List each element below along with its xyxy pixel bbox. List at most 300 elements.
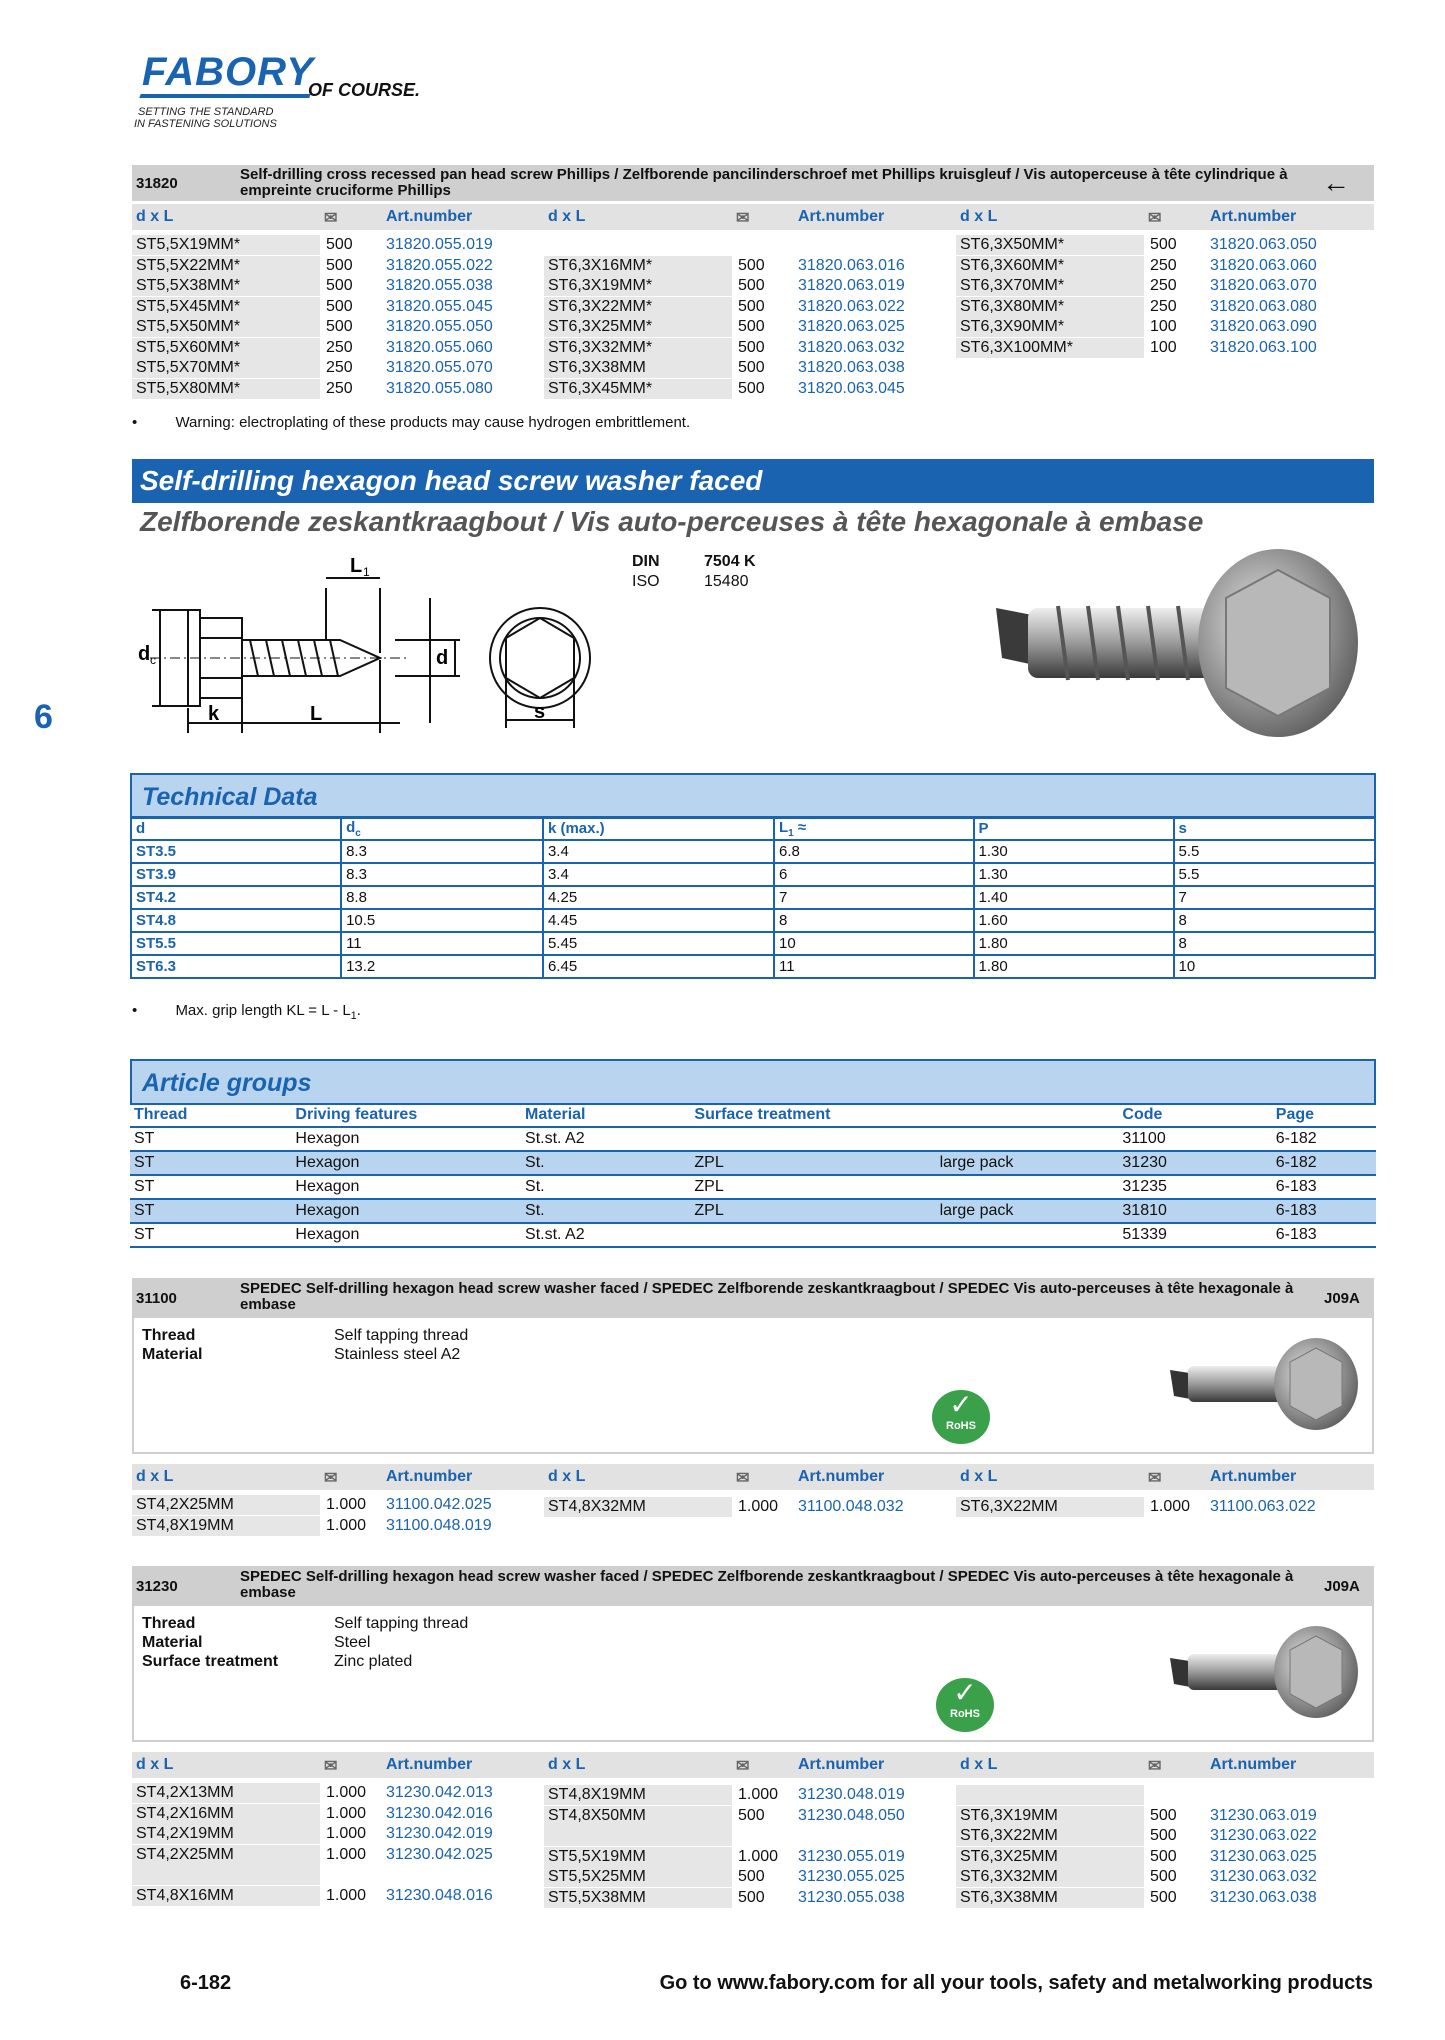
pack-quantity: 500: [326, 318, 353, 335]
column-header-art: Art.number: [798, 1756, 885, 1773]
tech-value: 13.2: [341, 955, 543, 978]
ag-row[interactable]: [130, 1175, 1376, 1199]
tech-value: 3.4: [543, 863, 774, 886]
size-dxl: ST6,3X80MM*: [960, 297, 1065, 315]
envelope-icon: ✉: [736, 210, 750, 227]
size-dxl: ST6,3X25MM*: [548, 318, 653, 335]
article-row: [132, 297, 522, 317]
envelope-icon: ✉: [1148, 1470, 1162, 1487]
tech-value: 8.3: [341, 863, 543, 886]
tech-header-cell: [543, 817, 774, 840]
article-number[interactable]: 31820.063.060: [1210, 256, 1317, 274]
size-dxl: ST6,3X19MM*: [548, 277, 653, 294]
pack-quantity: 250: [1150, 256, 1177, 274]
pack-quantity: 500: [326, 256, 353, 274]
grip-note-sub: 1: [350, 1010, 357, 1022]
article-row: [956, 276, 1346, 296]
ag-code-cell[interactable]: 31230: [1118, 1151, 1271, 1175]
prop-label: Thread: [142, 1615, 196, 1632]
technical-drawing: [130, 548, 610, 738]
drawing-label-s: s: [534, 701, 546, 723]
pack-quantity: 500: [326, 297, 353, 315]
article-row: [956, 338, 1346, 358]
tech-value: 1.60: [974, 909, 1174, 932]
tech-row: [131, 863, 1375, 886]
article-row: [132, 1845, 522, 1865]
ag-cell[interactable]: 6-183: [1272, 1223, 1376, 1247]
tech-value: 3.4: [543, 840, 774, 863]
article-number[interactable]: 31820.055.050: [386, 318, 493, 335]
article-number[interactable]: 31820.063.050: [1210, 236, 1317, 253]
pack-quantity: 1.000: [326, 1496, 367, 1513]
article-number[interactable]: 31230.063.025: [1210, 1847, 1317, 1865]
pack-quantity: 1.000: [326, 1516, 367, 1534]
technical-data-heading: Technical Data: [142, 783, 318, 811]
column-header-dxl: d x L: [960, 1468, 998, 1485]
ag-cell: St.: [521, 1151, 690, 1175]
pack-quantity: 500: [326, 277, 353, 294]
column-header-dxl: d x L: [548, 208, 586, 225]
prop-value: Self tapping thread: [334, 1327, 469, 1344]
article-groups-table: [130, 1104, 1376, 1248]
ag-code-cell[interactable]: 31100: [1118, 1127, 1271, 1151]
tech-value: 6.45: [543, 955, 774, 978]
article-number[interactable]: 31820.063.100: [1210, 338, 1317, 356]
ag-cell[interactable]: 6-183: [1272, 1175, 1376, 1199]
product-thumbnail: [1166, 1618, 1366, 1718]
drawing-label-k: k: [208, 703, 220, 725]
article-row: [132, 1495, 522, 1515]
tech-header-cell: [974, 817, 1174, 840]
article-number[interactable]: 31820.063.080: [1210, 297, 1317, 315]
article-number[interactable]: 31820.055.022: [386, 256, 493, 274]
article-row: [132, 1824, 522, 1844]
drawing-label-l1: L: [350, 555, 363, 577]
fabory-logo: [134, 50, 428, 136]
size-dxl: ST4,8X19MM: [136, 1516, 234, 1534]
ag-cell: [690, 1223, 935, 1247]
iso-value: 15480: [704, 573, 749, 590]
article-groups-heading: Article groups: [142, 1069, 312, 1097]
article-number[interactable]: 31820.055.045: [386, 297, 493, 315]
pack-quantity: 500: [738, 297, 765, 315]
article-number[interactable]: 31820.063.019: [798, 277, 905, 294]
pack-quantity: 1.000: [738, 1847, 779, 1865]
ag-cell[interactable]: 6-182: [1272, 1151, 1376, 1175]
article-number[interactable]: 31100.063.022: [1210, 1498, 1316, 1516]
tech-header-cell: [774, 817, 974, 840]
size-dxl: ST6,3X50MM*: [960, 236, 1065, 253]
pack-quantity: 500: [738, 256, 765, 274]
ag-cell[interactable]: 6-183: [1272, 1199, 1376, 1223]
column-header-art: Art.number: [1210, 1468, 1297, 1485]
size-dxl: ST5,5X60MM*: [136, 338, 241, 356]
size-dxl: ST6,3X100MM*: [960, 338, 1073, 356]
ag-cell: ST: [130, 1127, 291, 1151]
pack-quantity: 1.000: [738, 1498, 779, 1516]
tech-value: 4.25: [543, 886, 774, 909]
ag-code-cell[interactable]: 51339: [1118, 1223, 1271, 1247]
article-row: [956, 1867, 1346, 1887]
size-dxl: ST4,8X19MM: [548, 1786, 646, 1804]
article-row: [956, 1826, 1346, 1846]
section-ref: J09A: [1324, 1578, 1360, 1595]
tech-value: 6.8: [774, 840, 974, 863]
article-number[interactable]: 31230.048.050: [798, 1806, 905, 1824]
article-number[interactable]: 31820.055.070: [386, 359, 493, 376]
article-number[interactable]: 31100.042.025: [386, 1496, 492, 1513]
envelope-icon: ✉: [324, 1470, 338, 1487]
tech-value: 5.45: [543, 932, 774, 955]
technical-data-title: [130, 773, 1376, 819]
ag-cell: Hexagon: [291, 1223, 521, 1247]
article-row: [956, 297, 1346, 317]
pack-quantity: 250: [326, 338, 353, 356]
spec-box-31100: [132, 1316, 1374, 1454]
tech-value: 8.3: [341, 840, 543, 863]
article-number[interactable]: 31230.042.025: [386, 1845, 493, 1863]
ag-header-cell: Surface treatment: [690, 1104, 935, 1127]
article-row: [132, 276, 522, 296]
pack-quantity: 500: [1150, 1888, 1177, 1906]
pack-quantity: 1.000: [326, 1886, 367, 1904]
column-header-dxl: d x L: [960, 1756, 998, 1773]
tech-header-sub: c: [355, 827, 361, 839]
tech-header-label: P: [978, 820, 989, 837]
spec-box-31230: [132, 1604, 1374, 1742]
article-row: [544, 1888, 934, 1908]
article-row: [956, 1497, 1346, 1517]
ag-header-cell: [936, 1104, 1119, 1127]
arrow-left-icon[interactable]: ←: [1322, 167, 1350, 198]
size-dxl: ST6,3X90MM*: [960, 318, 1065, 335]
section-header-31230: [132, 1566, 1374, 1604]
prop-value: Stainless steel A2: [334, 1346, 461, 1363]
ag-code-cell[interactable]: 31810: [1118, 1199, 1271, 1223]
prop-label: Material: [142, 1634, 203, 1651]
thread-size: ST3.5: [131, 840, 341, 863]
article-number[interactable]: 31230.063.032: [1210, 1868, 1317, 1886]
column-header-row: [132, 1464, 1374, 1490]
article-number[interactable]: 31100.048.032: [798, 1498, 904, 1516]
article-row: [132, 235, 522, 255]
article-number[interactable]: 31230.063.019: [1210, 1806, 1317, 1824]
iso-label: ISO: [632, 573, 660, 590]
tech-value: 6: [774, 863, 974, 886]
article-row: [956, 1847, 1346, 1867]
warning-text: Warning: electroplating of these products may cause hydrogen embrittlement.: [175, 414, 691, 431]
section-title: SPEDEC Self-drilling hexagon head screw washer faced / SPEDEC Zelfborende zeskantkraagbout / SPEDEC Vis auto-perceuses à tête hexagonale à embase: [240, 1280, 1294, 1313]
thread-size: ST4.2: [131, 886, 341, 909]
drawing-label-dc-sub: c: [150, 653, 156, 667]
pack-quantity: 500: [738, 318, 765, 335]
ag-header-cell: Material: [521, 1104, 690, 1127]
column-header-row: [132, 1752, 1374, 1778]
article-number[interactable]: 31230.042.019: [386, 1825, 493, 1842]
ag-cell: St.: [521, 1199, 690, 1223]
article-number[interactable]: 31230.063.038: [1210, 1888, 1317, 1906]
tech-header-cell: [131, 817, 341, 840]
article-number[interactable]: 31230.055.038: [798, 1888, 905, 1906]
article-row: [132, 358, 522, 378]
tech-header-row: [131, 817, 1375, 840]
article-row: [544, 1806, 934, 1826]
tech-value: 5.5: [1174, 840, 1375, 863]
pack-quantity: 500: [738, 359, 765, 376]
article-number[interactable]: 31820.055.060: [386, 338, 493, 356]
article-number[interactable]: 31820.055.080: [386, 379, 493, 397]
article-number[interactable]: 31820.063.022: [798, 297, 905, 315]
grip-note-suffix: .: [356, 1002, 361, 1019]
size-dxl: ST6,3X22MM: [960, 1827, 1058, 1845]
rohs-badge: [932, 1390, 990, 1444]
tech-value: 10.5: [341, 909, 543, 932]
pack-quantity: 500: [1150, 1806, 1177, 1824]
drawing-label-d: d: [436, 647, 449, 669]
ag-row[interactable]: [130, 1127, 1376, 1151]
product-subtitle: Zelfborende zeskantkraagbout / Vis auto-perceuses à tête hexagonale à embase: [140, 506, 1204, 537]
prop-value: Self tapping thread: [334, 1615, 469, 1632]
tech-value: 11: [341, 932, 543, 955]
prop-label: Material: [142, 1346, 203, 1363]
pack-quantity: 500: [738, 277, 765, 294]
article-number[interactable]: 31230.055.019: [798, 1847, 905, 1865]
ag-code-cell[interactable]: 31235: [1118, 1175, 1271, 1199]
rohs-badge: [936, 1678, 994, 1732]
pack-quantity: 1.000: [326, 1784, 367, 1801]
ag-cell: Hexagon: [291, 1175, 521, 1199]
tech-row: [131, 955, 1375, 978]
logo-brand: FABORY: [142, 50, 314, 94]
pack-quantity: 500: [1150, 1868, 1177, 1886]
pack-quantity: 1.000: [738, 1786, 779, 1804]
column-header-art: Art.number: [386, 1756, 473, 1773]
ag-cell: [936, 1127, 1119, 1151]
pack-quantity: 500: [738, 1888, 765, 1906]
size-dxl: ST4,2X25MM: [136, 1496, 234, 1513]
logo-tagline-2: IN FASTENING SOLUTIONS: [134, 118, 277, 130]
column-header-dxl: d x L: [136, 208, 174, 225]
ag-cell: ST: [130, 1151, 291, 1175]
article-row: [544, 297, 934, 317]
tech-row: [131, 909, 1375, 932]
article-row: [544, 276, 934, 296]
tech-header-suffix: ≈: [793, 818, 807, 836]
ag-cell: ST: [130, 1223, 291, 1247]
article-number[interactable]: 31100.048.019: [386, 1516, 492, 1534]
size-dxl: ST4,2X19MM: [136, 1825, 234, 1842]
tech-header-label: L: [779, 818, 789, 836]
pack-quantity: 250: [1150, 297, 1177, 315]
article-number[interactable]: 31820.055.019: [386, 236, 493, 253]
article-number[interactable]: 31820.063.025: [798, 318, 905, 335]
drawing-label-l: L: [310, 703, 323, 725]
check-icon: ✓: [949, 1389, 973, 1420]
rohs-label: RoHS: [946, 1420, 976, 1432]
envelope-icon: ✉: [1148, 210, 1162, 227]
article-number[interactable]: 31230.048.019: [798, 1786, 905, 1804]
size-dxl: ST4,2X25MM: [136, 1845, 234, 1863]
pack-quantity: 500: [738, 338, 765, 356]
tech-value: 8: [1174, 932, 1375, 955]
ag-cell: [936, 1175, 1119, 1199]
size-dxl: ST4,2X13MM: [136, 1784, 234, 1801]
size-dxl: ST6,3X22MM*: [548, 297, 653, 315]
article-number[interactable]: 31820.063.038: [798, 359, 905, 376]
check-icon: ✓: [953, 1677, 977, 1708]
column-header-art: Art.number: [1210, 208, 1297, 225]
logo-tagline-1: SETTING THE STANDARD: [138, 106, 274, 118]
bullet-icon: •: [132, 1002, 138, 1019]
section-title: Self-drilling cross recessed pan head screw Phillips / Zelfborende pancilinderschroef met Phillips kruisgleuf / Vis autoperceuse à tête cylindrique à empreinte cruciforme Phillips: [240, 166, 1288, 199]
size-dxl: ST6,3X70MM*: [960, 277, 1065, 294]
article-number[interactable]: 31230.048.016: [386, 1886, 493, 1904]
pack-quantity: 100: [1150, 338, 1177, 356]
pack-quantity: 500: [738, 379, 765, 397]
section-header-31820: [132, 165, 1374, 201]
ag-cell: ST: [130, 1199, 291, 1223]
size-dxl: ST4,8X50MM: [548, 1806, 646, 1824]
pack-quantity: 250: [1150, 277, 1177, 294]
article-number[interactable]: 31820.063.070: [1210, 277, 1317, 294]
pack-quantity: 500: [738, 1806, 765, 1824]
thread-size: ST3.9: [131, 863, 341, 886]
tech-value: 1.30: [974, 840, 1174, 863]
technical-data-table: [130, 816, 1376, 979]
article-number[interactable]: 31820.063.045: [798, 379, 905, 397]
size-dxl: ST4,2X16MM: [136, 1804, 234, 1822]
size-dxl: ST6,3X38MM: [960, 1888, 1058, 1906]
tech-header-label: k (max.): [547, 820, 605, 837]
thread-size: ST4.8: [131, 909, 341, 932]
tech-value: 5.5: [1174, 863, 1375, 886]
pack-quantity: 100: [1150, 318, 1177, 335]
envelope-icon: ✉: [1148, 1758, 1162, 1775]
ag-cell: ZPL: [690, 1151, 935, 1175]
ag-cell[interactable]: 6-182: [1272, 1127, 1376, 1151]
article-row: [544, 1497, 934, 1517]
tech-value: 8: [1174, 909, 1375, 932]
size-dxl: ST5,5X80MM*: [136, 379, 241, 397]
drawing-label-dc: d: [138, 643, 151, 665]
pack-quantity: 500: [1150, 1827, 1177, 1845]
tech-value: 11: [774, 955, 974, 978]
article-row: [132, 1865, 522, 1885]
article-row: [544, 338, 934, 358]
grip-note: [132, 1002, 361, 1022]
warning-note: [132, 414, 690, 431]
article-number[interactable]: 31820.063.032: [798, 338, 905, 356]
ag-header-cell: Driving features: [291, 1104, 521, 1127]
product-thumbnail: [1166, 1330, 1366, 1430]
tech-row: [131, 840, 1375, 863]
ag-row[interactable]: [130, 1199, 1376, 1223]
tech-value: 1.80: [974, 932, 1174, 955]
drawing-label-l1-sub: 1: [363, 565, 370, 579]
rohs-label: RoHS: [950, 1708, 980, 1720]
ag-row[interactable]: [130, 1223, 1376, 1247]
product-photo: [988, 548, 1368, 758]
size-dxl: ST6,3X38MM: [548, 359, 646, 376]
size-dxl: ST6,3X16MM*: [548, 256, 653, 274]
ag-cell: ZPL: [690, 1199, 935, 1223]
size-dxl: ST5,5X22MM*: [136, 256, 241, 274]
standards: [632, 552, 756, 592]
article-number[interactable]: 31230.063.022: [1210, 1827, 1317, 1845]
column-header-dxl: d x L: [548, 1468, 586, 1485]
pack-quantity: 1.000: [326, 1825, 367, 1842]
article-row: [132, 317, 522, 337]
ag-cell: St.st. A2: [521, 1127, 690, 1151]
tech-value: 10: [774, 932, 974, 955]
ag-cell: large pack: [936, 1151, 1119, 1175]
column-header-row: [132, 204, 1374, 230]
bullet-icon: •: [132, 414, 138, 431]
tech-header-label: s: [1178, 820, 1187, 837]
ag-header-row: [130, 1104, 1376, 1127]
size-dxl: ST5,5X50MM*: [136, 318, 241, 335]
thread-size: ST5.5: [131, 932, 341, 955]
article-number[interactable]: 31230.055.025: [798, 1868, 905, 1886]
tech-value: 4.45: [543, 909, 774, 932]
article-row: [132, 256, 522, 276]
column-header-dxl: d x L: [548, 1756, 586, 1773]
article-number[interactable]: 31820.063.090: [1210, 318, 1317, 335]
article-row: [544, 1785, 934, 1805]
article-row: [132, 1516, 522, 1536]
ag-cell: Hexagon: [291, 1151, 521, 1175]
article-row: [544, 317, 934, 337]
column-header-dxl: d x L: [960, 208, 998, 225]
footer-text[interactable]: Go to www.fabory.com for all your tools, safety and metalworking products: [659, 1972, 1373, 1994]
size-dxl: ST5,5X70MM*: [136, 359, 241, 376]
article-row: [544, 256, 934, 276]
article-number[interactable]: 31230.042.016: [386, 1804, 493, 1822]
ag-cell: large pack: [936, 1199, 1119, 1223]
ag-cell: [936, 1223, 1119, 1247]
column-header-art: Art.number: [798, 208, 885, 225]
size-dxl: ST6,3X19MM: [960, 1806, 1058, 1824]
article-row: [132, 379, 522, 399]
article-row: [544, 379, 934, 399]
section-code: 31230: [136, 1578, 178, 1595]
article-row: [956, 235, 1346, 255]
article-row: [544, 1826, 934, 1846]
tech-value: 1.40: [974, 886, 1174, 909]
envelope-icon: ✉: [324, 210, 338, 227]
ag-row[interactable]: [130, 1151, 1376, 1175]
article-row: [956, 1806, 1346, 1826]
ag-cell: Hexagon: [291, 1127, 521, 1151]
column-header-dxl: d x L: [136, 1756, 174, 1773]
ag-cell: ZPL: [690, 1175, 935, 1199]
product-title-band: [132, 459, 1374, 503]
din-label: DIN: [632, 553, 660, 570]
size-dxl: ST4,8X32MM: [548, 1498, 646, 1516]
size-dxl: ST5,5X38MM: [548, 1888, 646, 1906]
article-number[interactable]: 31820.063.016: [798, 256, 905, 274]
size-dxl: ST5,5X25MM: [548, 1868, 646, 1886]
article-number[interactable]: 31820.055.038: [386, 277, 493, 294]
article-number[interactable]: 31230.042.013: [386, 1784, 493, 1801]
ag-cell: St.st. A2: [521, 1223, 690, 1247]
article-row: [132, 1886, 522, 1906]
envelope-icon: ✉: [324, 1758, 338, 1775]
column-header-art: Art.number: [1210, 1756, 1297, 1773]
size-dxl: ST6,3X45MM*: [548, 379, 653, 397]
size-dxl: ST5,5X19MM*: [136, 236, 241, 253]
ag-header-cell: Thread: [130, 1104, 291, 1127]
